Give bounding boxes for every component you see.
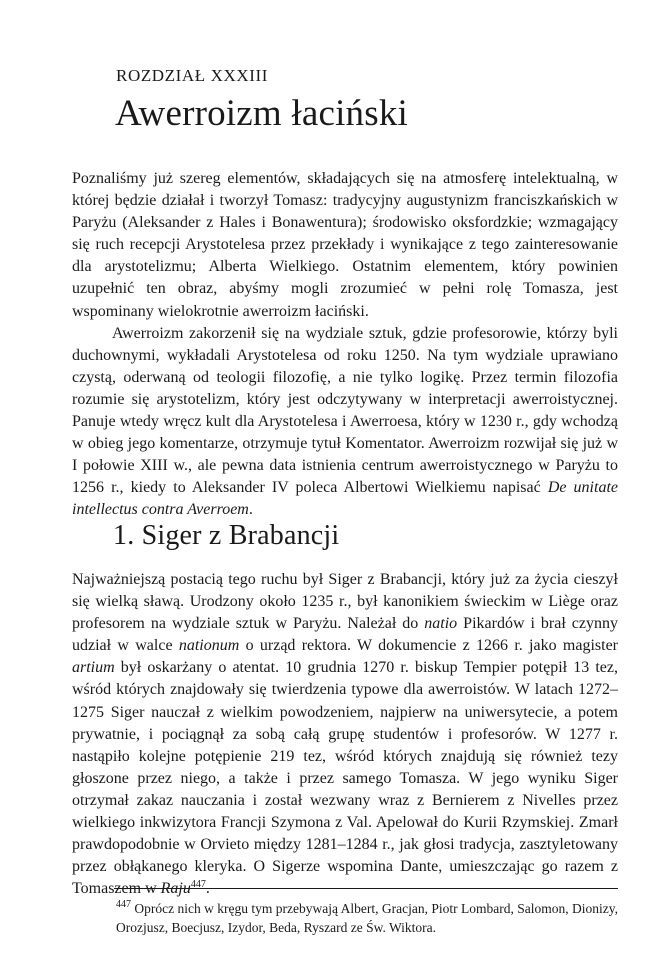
footnote-number: 447 <box>116 899 131 910</box>
section-text-part-5: . <box>205 880 210 898</box>
intro-paragraph-2 <box>72 323 618 522</box>
section-heading: 1. Siger z Brabancji <box>113 520 340 551</box>
footnote <box>116 899 618 937</box>
term-nationum: nationum <box>178 637 240 655</box>
work-title: De unitate intellectus contra Averroem <box>72 479 618 519</box>
work-raj: Raju <box>160 880 191 898</box>
intro-text <box>72 168 618 522</box>
section-paragraph <box>72 569 618 900</box>
footnote-divider <box>114 888 618 889</box>
intro-paragraph-2-end: . <box>248 501 253 519</box>
footnote-text: Oprócz nich w kręgu tym przebywają Albert, Gracjan, Piotr Lombard, Salomon, Dionizy, Orozjusz, Boecjusz, Izydor, Beda, Ryszard ze Św. Wiktora. <box>116 901 618 935</box>
chapter-title: Awerroizm łaciński <box>115 93 409 134</box>
section-text-part-2: Pikardów i brał czynny udział w walce <box>72 615 618 655</box>
chapter-label: ROZDZIAŁ XXXIII <box>116 66 269 85</box>
intro-paragraph-1: Poznaliśmy już szereg elementów, składających się na atmosferę intelektualną, w której będzie działał i tworzył Tomasz: tradycyjny augustynizm franciszkańskich w Paryżu (Aleksander z Hales i Bonawentura); środowisko oksfordzkie; wzmagający się ruch recepcji Arystotelesa przez przekłady i wynikające z tego zainteresowanie dla arystotelizmu; Alberta Wielkiego. Ostatnim elementem, który powinien uzupełnić ten obraz, abyśmy mogli zrozumieć w pełni rolę Tomasza, jest wspominany wielokrotnie awerroizm łaciński. <box>72 170 618 320</box>
section-text-part-1: Najważniejszą postacią tego ruchu był Siger z Brabancji, który już za życia cieszył się wielką sławą. Urodzony około 1235 r., był kanonikiem świeckim w Liège oraz profesorem na wydziale sztuk w Paryżu. Należał do <box>72 571 618 633</box>
term-natio: natio <box>424 615 458 633</box>
intro-paragraph-2-text: Awerroizm zakorzenił się na wydziale sztuk, gdzie profesorowie, którzy byli duchownymi, wykładali Arystotelesa od roku 1250. Na tym wydziale uprawiano czystą, oderwaną od teologii filozofię, a nie tylko logikę. Przez termin filozofia rozumie się arystotelizm, który jest odczytywany w interpretacji awerroistycznej. Panuje wtedy wręcz kult dla Arystotelesa i Awerroesa, który w 1230 r., gdy wchodzą w obieg jego komentarze, otrzymuje tytuł Komentator. Awerroizm rozwijał się już w I połowie XIII w., ale pewna data istnienia centrum awerroistycznego w Paryżu to 1256 r., kiedy to Aleksander IV poleca Albertowi Wielkiemu napisać <box>72 324 618 497</box>
section-text-part-4: był oskarżany o atentat. 10 grudnia 1270 r. biskup Tempier potępił 13 tez, wśród których znajdowały się twierdzenia typowe dla awerroistów. W latach 1272–1275 Siger nauczał z wielkim powodzeniem, najpierw na uniwersytecie, a potem prywatnie, i pociągnął za sobą całą grupę studentów i profesorów. W 1277 r. nastąpiło kolejne potępienie 219 tez, wśród których znajdują się również tezy głoszone przez niego, a także i przez samego Tomasza. W jego wyniku Siger otrzymał zakaz nauczania i został wezwany wraz z Bernierem z Nivelles przez wielkiego inkwizytora Francji Szymona z Val. Apelował do Kurii Rzymskiej. Zmarł prawdopodobnie w Orvieto między 1281–1284 r., jak głosi tradycja, zasztyletowany przez obłąkanego kleryka. O Sigerze wspomina Dante, umieszczając go razem z Tomaszem w <box>72 659 618 898</box>
term-artium: artium <box>72 659 115 677</box>
section-text-part-3: o urząd rektora. W dokumencie z 1266 r. jako magister <box>239 637 618 655</box>
footnote-reference: 447 <box>190 879 206 891</box>
section-text <box>72 569 618 900</box>
